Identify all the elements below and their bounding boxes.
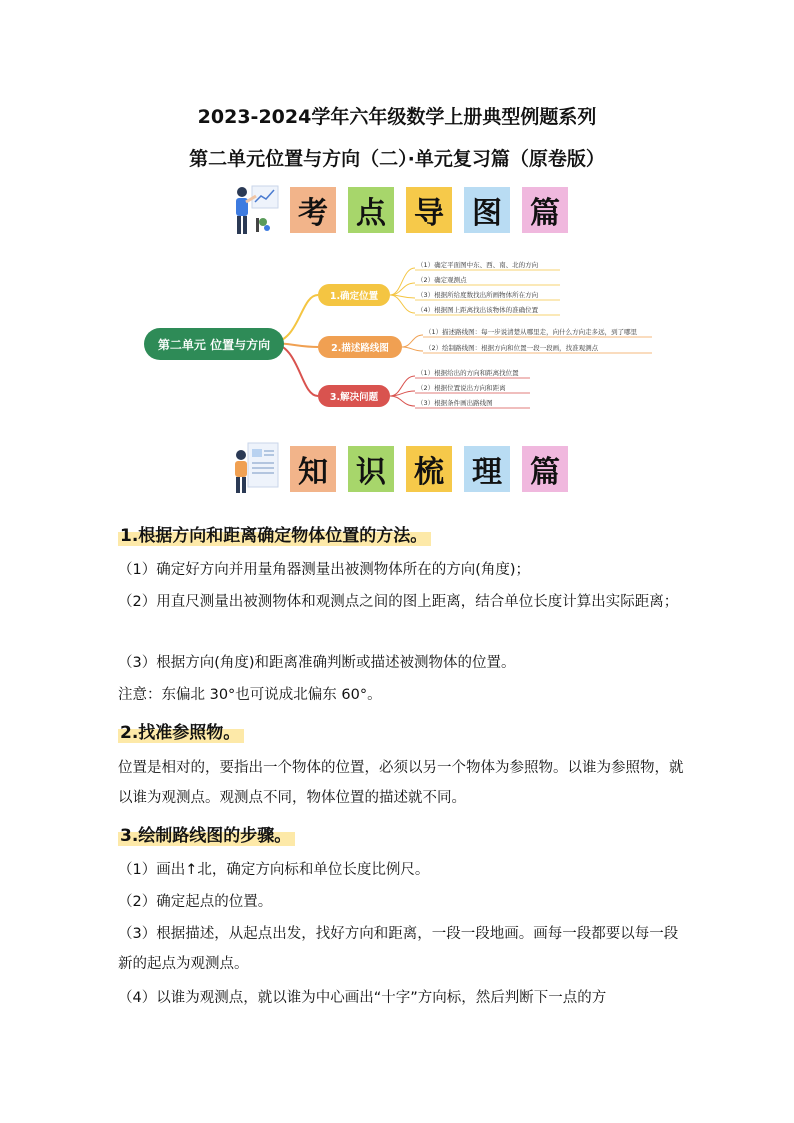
tile-0: 知: [290, 446, 336, 492]
tile-3: 理: [464, 446, 510, 492]
tile-1: 识: [348, 446, 394, 492]
s1-paragraph-3: （3）根据方向(角度)和距离准确判断或描述被测物体的位置。: [118, 655, 516, 671]
branch-3-item: （2）根据位置说出方向和距离: [417, 384, 506, 392]
s3-paragraph-1: （1）画出↑北，确定方向标和单位长度比例尺。: [118, 862, 430, 878]
presenter-figure-icon: [230, 182, 282, 238]
branch-3-label: 3.解决问题: [329, 392, 379, 403]
branch-3-item: （1）根据给出的方向和距离找位置: [417, 369, 519, 377]
document-title: 2023-2024学年六年级数学上册典型例题系列: [197, 106, 597, 128]
branch-3-item: （3）根据条件画出路线图: [417, 399, 493, 407]
mind-map: [140, 255, 660, 415]
branch-1-item: （2）确定观测点: [417, 276, 467, 284]
banner-knowledge-review: [230, 441, 580, 497]
tile-3: 图: [464, 187, 510, 233]
mindmap-root: 第二单元 位置与方向: [157, 338, 271, 352]
branch-1-label: 1.确定位置: [329, 291, 379, 302]
document-subtitle: 第二单元位置与方向（二）·单元复习篇（原卷版）: [189, 148, 605, 170]
tile-4: 篇: [522, 187, 568, 233]
branch-2-item: （1）描述路线图：每一步说清楚从哪里走，向什么方向走多远，到了哪里: [425, 328, 638, 336]
branch-2-label: 2.描述路线图: [331, 343, 389, 354]
s1-note: 注意：东偏北 30°也可说成北偏东 60°。: [118, 687, 382, 703]
s3-paragraph-2: （2）确定起点的位置。: [118, 894, 273, 910]
section-1-heading: 1.根据方向和距离确定物体位置的方法。: [118, 521, 431, 546]
tile-1: 点: [348, 187, 394, 233]
branch-1-item: （1）确定平面图中东、西、南、北的方向: [417, 261, 539, 269]
s1-paragraph-2: （2）用直尺测量出被测物体和观测点之间的图上距离，结合单位长度计算出实际距离；: [118, 594, 679, 610]
presenter-board-icon: [230, 441, 282, 497]
tile-2: 梳: [406, 446, 452, 492]
branch-1-item: （4）根据图上距离找出该物体的准确位置: [417, 306, 539, 314]
s2-paragraph-1: 位置是相对的，要指出一个物体的位置，必须以另一个物体为参照物。以谁为参照物，就以谁为观测点。观测点不同，物体位置的描述就不同。: [118, 760, 684, 806]
s3-paragraph-3: （3）根据描述，从起点出发，找好方向和距离，一段一段地画。画每一段都要以每一段新的起点为观测点。: [118, 926, 679, 972]
tile-0: 考: [290, 187, 336, 233]
tile-2: 导: [406, 187, 452, 233]
s1-paragraph-1: （1）确定好方向并用量角器测量出被测物体所在的方向(角度)；: [118, 562, 531, 578]
section-2-heading: 2.找准参照物。: [118, 718, 244, 743]
tile-4: 篇: [522, 446, 568, 492]
branch-2-item: （2）绘制路线图：根据方向和位置一段一段画，找准观测点: [425, 344, 599, 352]
branch-1-item: （3）根据所给度数找出所画物体所在方向: [417, 291, 539, 299]
section-3-heading: 3.绘制路线图的步骤。: [118, 821, 295, 846]
banner-exam-points: [230, 182, 580, 238]
s3-paragraph-4: （4）以谁为观测点，就以谁为中心画出“十字”方向标，然后判断下一点的方: [118, 990, 607, 1006]
